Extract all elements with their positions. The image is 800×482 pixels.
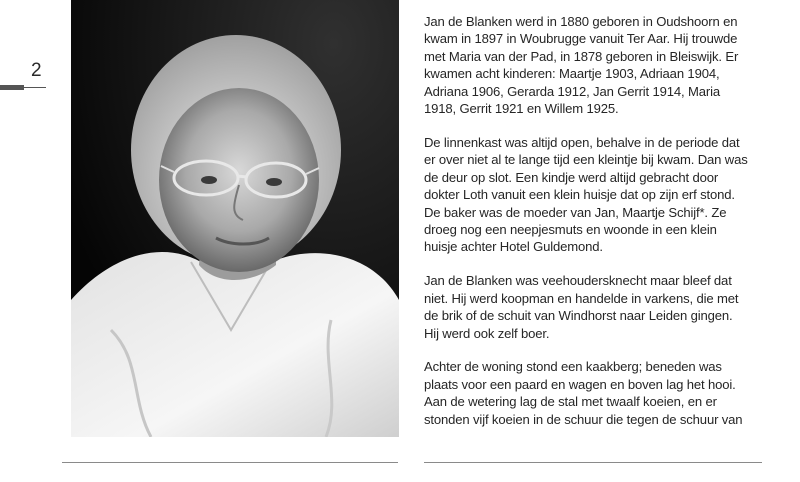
portrait-illustration <box>71 0 399 437</box>
article-text <box>424 13 776 445</box>
paragraph: Achter de woning stond een kaakberg; beneden was plaats voor een paard en wagen en boven lag het hooi. Aan de wetering lag de stal met twaalf koeien, en er stonden vijf koeien in de schuur die tegen de schuur van <box>424 359 743 427</box>
footer-rule-right <box>424 462 762 463</box>
paragraph: Jan de Blanken was veehoudersknecht maar bleef dat niet. Hij werd koopman en handelde in varkens, die met de brik of de schuit van Windhorst naar Leiden gingen. Hij werd ook zelf boer. <box>424 273 739 341</box>
paragraph: De linnenkast was altijd open, behalve in de periode dat er over niet al te lange tijd een kleintje bij kwam. Dan was de deur op slot. Een kindje werd altijd gebracht door dokter Loth vanuit een klein huisje dat op zijn erf stond. De baker was de moeder van Jan, Maartje Schijf*. Ze droeg nog een neepjesmuts en woonde in een klein huisje achter Hotel Guldemond. <box>424 134 748 255</box>
portrait-photo <box>71 0 399 437</box>
paragraph: Jan de Blanken werd in 1880 geboren in Oudshoorn en kwam in 1897 in Woubrugge vanuit Ter Aar. Hij trouwde met Maria van der Pad, in 1878 geboren in Bleiswijk. Er kwamen acht kinderen: Maartje 1903, Adriaan 1904, Adriana 1906, Gerarda 1912, Jan Gerrit 1914, Maria 1918, Gerrit 1921 en Willem 1925. <box>424 14 739 117</box>
footer-rule-left <box>62 462 398 463</box>
page-number-bar <box>0 85 24 90</box>
page-number: 2 <box>31 60 42 81</box>
page-number-underline <box>22 87 46 88</box>
